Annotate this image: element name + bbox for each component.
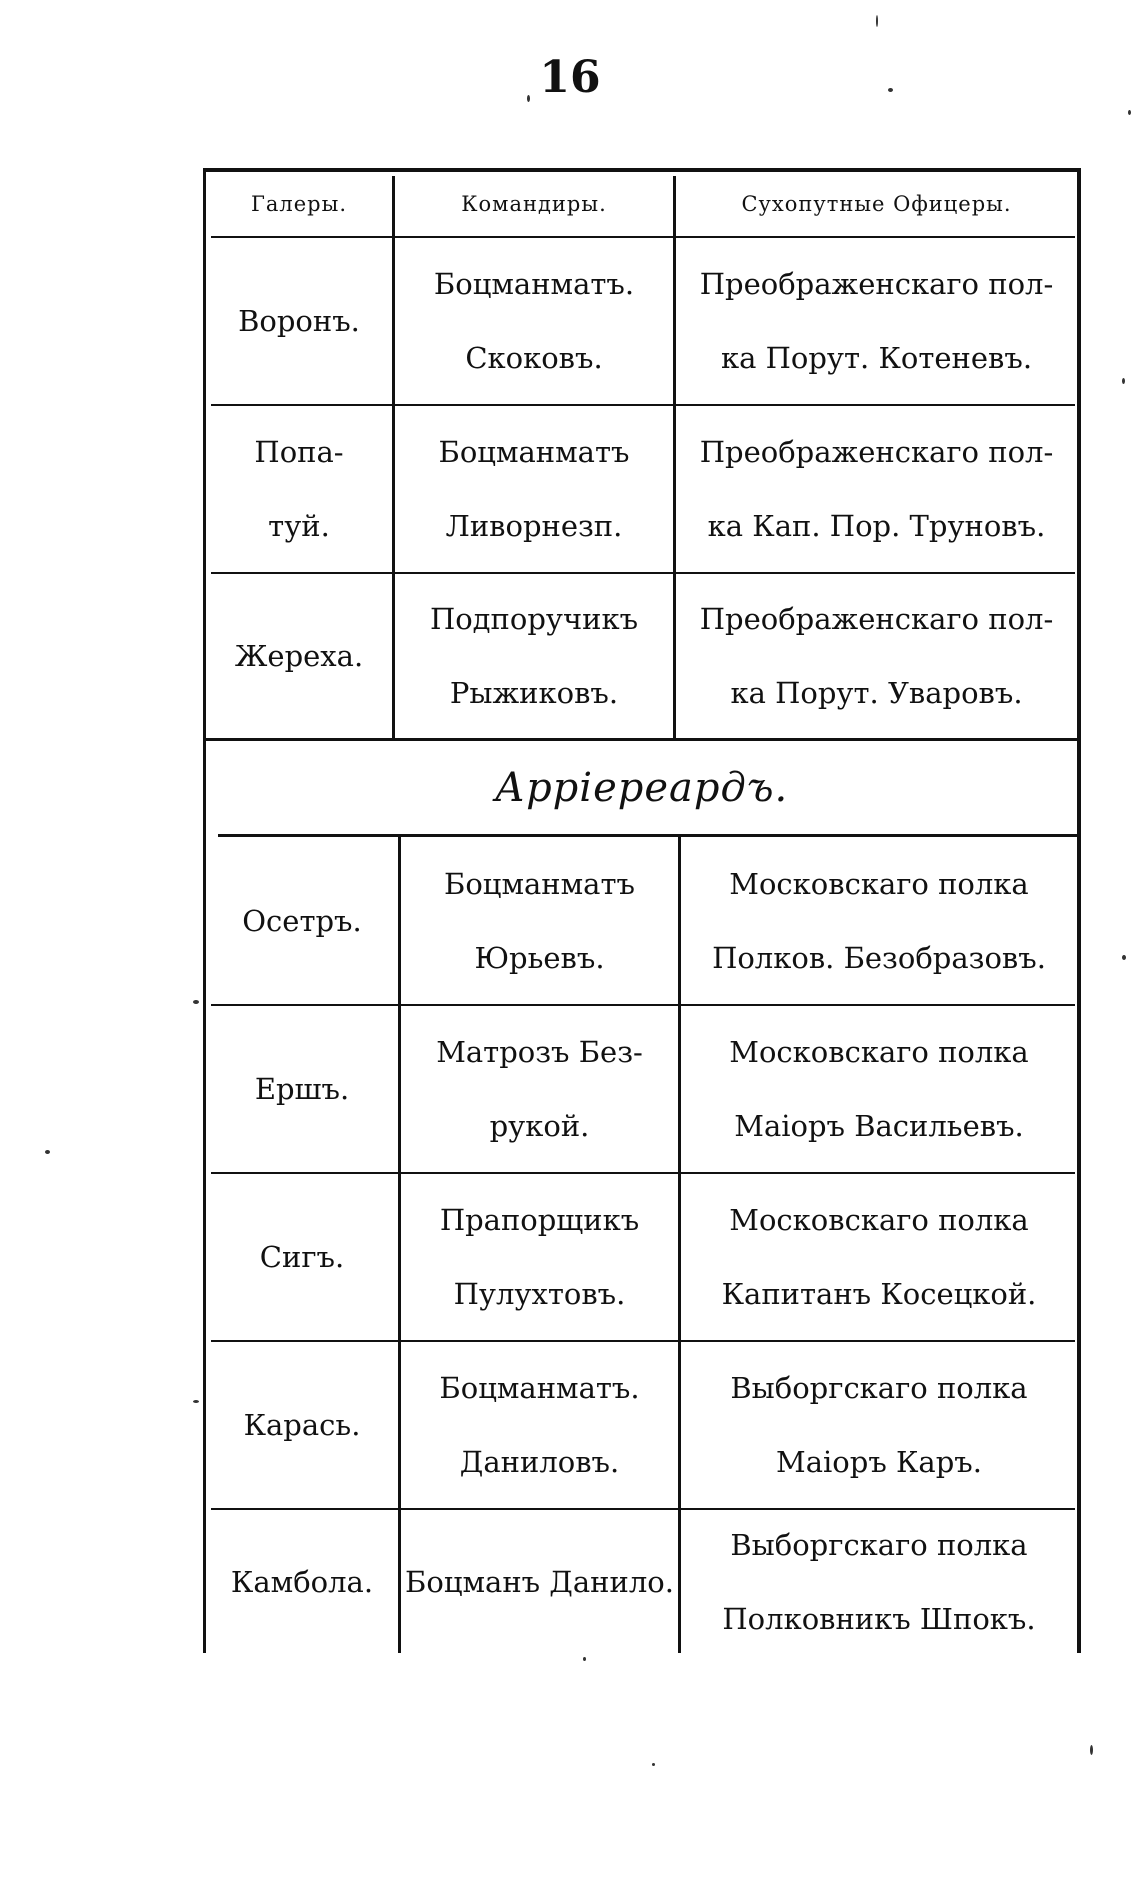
commander-cell: Прапорщикъ Пулухтовъ. xyxy=(439,1203,640,1311)
scan-speck xyxy=(45,1150,50,1154)
commander-cell: Боцманматъ. Даниловъ. xyxy=(439,1371,640,1479)
header-galleys: Галеры. xyxy=(250,192,348,216)
officer-cell: Преображенскаго пол- ка Порут. Котеневъ. xyxy=(699,267,1054,375)
scan-speck xyxy=(1090,1745,1093,1755)
officer-cell: Московскаго полка Капитанъ Косецкой. xyxy=(721,1203,1037,1311)
galley-table xyxy=(203,168,1081,1653)
commander-cell: Подпоручикъ Рыжиковъ. xyxy=(429,602,639,710)
officer-cell: Преображенскаго пол- ка Порут. Уваровъ. xyxy=(699,602,1054,710)
officer-cell: Преображенскаго пол- ка Кап. Пор. Труновъ. xyxy=(699,435,1054,543)
galley-cell: Попа- туй. xyxy=(254,435,344,543)
officer-cell: Выборгскаго полка Маіоръ Каръ. xyxy=(730,1371,1028,1479)
commander-cell: Боцманматъ Юрьевъ. xyxy=(444,866,635,975)
galley-cell: Воронъ. xyxy=(238,304,360,338)
galley-cell: Карась. xyxy=(243,1408,361,1442)
scan-speck xyxy=(193,1000,199,1004)
header-officers: Сухопутные Офицеры. xyxy=(741,192,1012,216)
galley-cell: Осетръ. xyxy=(242,903,362,938)
galley-cell: Жереха. xyxy=(234,639,364,673)
section-title: Арріереардъ. xyxy=(494,764,789,811)
commander-cell: Боцманъ Данило. xyxy=(405,1564,674,1599)
galley-cell: Ершъ. xyxy=(254,1072,350,1106)
scan-speck xyxy=(1122,955,1126,960)
scan-speck xyxy=(888,88,893,92)
scan-speck xyxy=(876,15,878,27)
header-commanders: Командиры. xyxy=(461,192,607,216)
officer-cell: Московскаго полка Маіоръ Васильевъ. xyxy=(729,1035,1029,1143)
scan-speck xyxy=(193,1400,199,1403)
officer-cell: Выборгскаго полка Полковникъ Шпокъ. xyxy=(722,1527,1036,1636)
scan-speck xyxy=(527,95,530,102)
scan-speck xyxy=(583,1657,586,1661)
scan-speck xyxy=(1122,378,1125,384)
galley-cell: Камбола. xyxy=(230,1564,374,1599)
scan-speck xyxy=(652,1763,655,1766)
table-right-rule xyxy=(1077,168,1081,1653)
commander-cell: Матрозъ Без- рукой. xyxy=(436,1035,643,1143)
galley-cell: Сигъ. xyxy=(259,1240,345,1274)
officer-cell: Московскаго полка Полков. Безобразовъ. xyxy=(712,866,1046,975)
page-number: 16 xyxy=(539,52,601,103)
commander-cell: Боцманматъ. Скоковъ. xyxy=(433,267,635,375)
commander-cell: Боцманматъ Ливорнезп. xyxy=(438,435,630,543)
scan-speck xyxy=(1128,110,1131,115)
